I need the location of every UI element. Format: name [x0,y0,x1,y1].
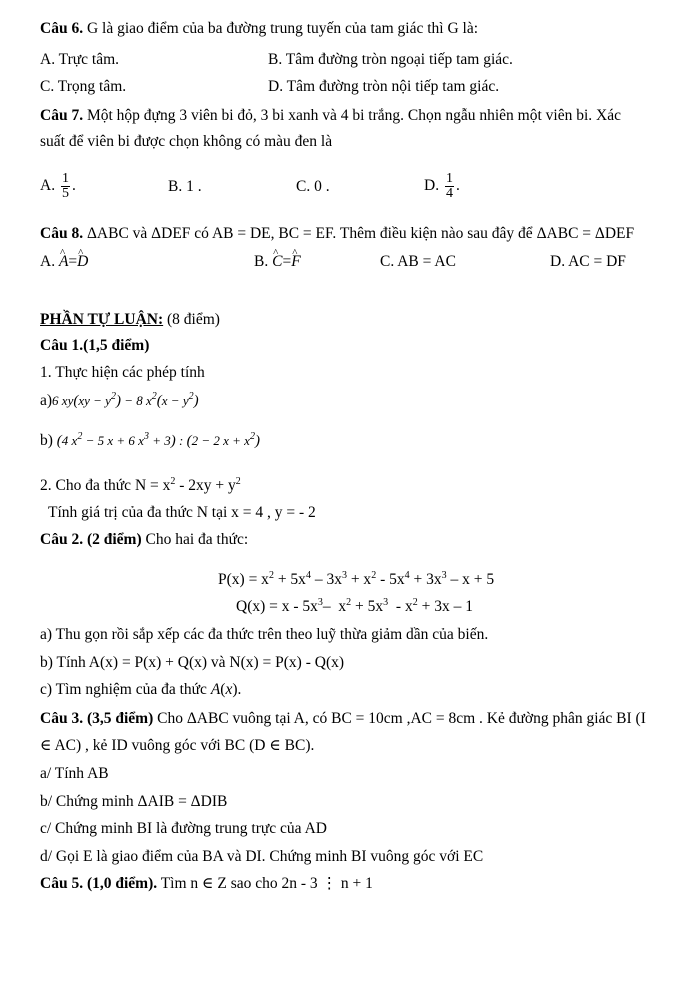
q8-label: Câu 8. [40,225,84,242]
q6-label: Câu 6. [40,20,84,37]
fraction-denominator: 4 [445,186,453,201]
q8-text: ΔABC và ΔDEF có AB = DE, BC = EF. Thêm điều kiện nào sau đây để ΔABC = ΔDEF [83,225,635,242]
q5-text: Tìm n ∈ Z sao cho 2n - 3 ⋮ n + 1 [157,875,373,892]
q2-part-c-text: c) Tìm nghiệm của đa thức [40,681,207,698]
essay-heading-line [40,311,220,329]
q7-question [40,107,621,125]
q3-text-line1: Cho ΔABC vuông tại A, có BC = 10cm ,AC = 8cm . Kẻ đường phân giác BI (I [153,710,646,727]
q1-expression-a [40,392,199,410]
q1-part2-b: Tính giá trị của đa thức N tại x = 4 , y = - 2 [48,504,316,521]
q6-option-d: D. Tâm đường tròn nội tiếp tam giác. [268,78,500,95]
math-expression: 6 $xy(xy - y^2) - 8$ $x^2(x - y^2)$ [52,391,199,409]
math-expression: (4 $x^2 - 5$ x + 6 $x^3 + 3$) : (2 − 2 $x + x^2$) [56,431,260,449]
fraction-numerator: 1 [61,171,69,186]
q2-label: Câu 2. (2 điểm) [40,531,142,548]
q6-text: G là giao điểm của ba đường trung tuyến của tam giác thì G là: [83,20,479,37]
q7-text-line1: Một hộp đựng 3 viên bi đỏ, 3 bi xanh và 4 bi trắng. Chọn ngẫu nhiên một viên bi. Xác [83,107,621,124]
q2-part-a: a) Thu gọn rồi sắp xếp các đa thức trên theo luỹ thừa giảm dần của biến. [40,626,489,643]
q7-option-d-prefix: D. [424,177,440,195]
q2-text: Cho hai đa thức: [141,531,249,548]
q2-question [40,531,248,549]
angle-c: ^ C [272,253,282,271]
fraction [61,172,70,201]
q1-b-prefix: b) [40,432,53,449]
q3-part-c: c/ Chứng minh BI là đường trung trực của AD [40,820,327,837]
q6-question [40,20,478,38]
q1-label-text: Câu 1.(1,5 điểm) [40,337,150,354]
q7-label: Câu 7. [40,107,84,124]
q8-option-b: B. ^ C=^ F [254,253,301,271]
q1-a-prefix: a) [40,392,53,409]
fraction [445,172,454,201]
q7-option-c: C. 0 . [296,178,330,195]
q7-text-line2: suất để viên bi được chọn không có màu đen là [40,133,333,150]
q2-part-c: c) Tìm nghiệm của đa thức A(x). [40,681,242,698]
q7-option-a: A. $\frac{1}{5}$ . [40,171,76,201]
q8-option-a: A. ^ A=^ D [40,253,88,271]
q5-label: Câu 5. (1,0 điểm). [40,875,158,892]
q2-part-b: b) Tính A(x) = P(x) + Q(x) và N(x) = P(x) - Q(x) [40,654,345,671]
q7-option-d: D. $\frac{1}{4}$ . [424,171,460,201]
q7-option-b: B. 1 . [168,178,202,195]
essay-heading: PHẦN TỰ LUẬN: [40,311,164,328]
polynomial-p: $P(x) = x^2 + 5x^4 - 3x^3 + x^2 - 5x^4 + 3x^3 - x + 5$ [218,570,495,588]
q3-label: Câu 3. (3,5 điểm) [40,710,154,727]
angle-a: ^ A [59,253,68,271]
q3-part-b: b/ Chứng minh ΔAIB = ΔDIB [40,793,228,810]
q5-question [40,875,373,893]
fraction-numerator: 1 [445,171,453,186]
q6-option-c: C. Trọng tâm. [40,78,127,95]
angle-d: ^ D [77,253,88,271]
q1-expression-b [40,432,260,450]
q1-part2: 2. Cho đa thức $N = x^2 - 2xy + y^2$ [40,476,241,494]
q8-option-b-prefix: B. [254,253,269,270]
q3-part-a: a/ Tính AB [40,765,109,782]
q3-part-d: d/ Gọi E là giao điểm của BA và DI. Chứng minh BI vuông góc với EC [40,848,484,865]
q1-label [40,337,149,355]
fraction-denominator: 5 [61,186,69,201]
q6-option-a: A. Trực tâm. [40,51,120,68]
q1-part1: 1. Thực hiện các phép tính [40,364,205,381]
q3-text-line2: ∈ AC) , kẻ ID vuông góc với BC (D ∈ BC). [40,737,315,754]
q1-part2-text: 2. Cho đa thức [40,477,132,494]
q8-question [40,225,634,243]
polynomial-q: $Q(x) = x - 5x^3-$ $x^2 + 5x^3 - x^2 + 3x - 1$ [236,597,473,615]
q8-option-d: D. AC = DF [550,253,626,270]
q8-option-c: C. AB = AC [380,253,456,270]
q6-option-b: B. Tâm đường tròn ngoại tiếp tam giác. [268,51,513,68]
q3-question [40,710,646,728]
essay-points: (8 điểm) [163,311,220,328]
q8-option-a-prefix: A. [40,253,56,270]
q7-option-a-prefix: A. [40,177,56,195]
angle-f: ^ F [291,253,300,271]
